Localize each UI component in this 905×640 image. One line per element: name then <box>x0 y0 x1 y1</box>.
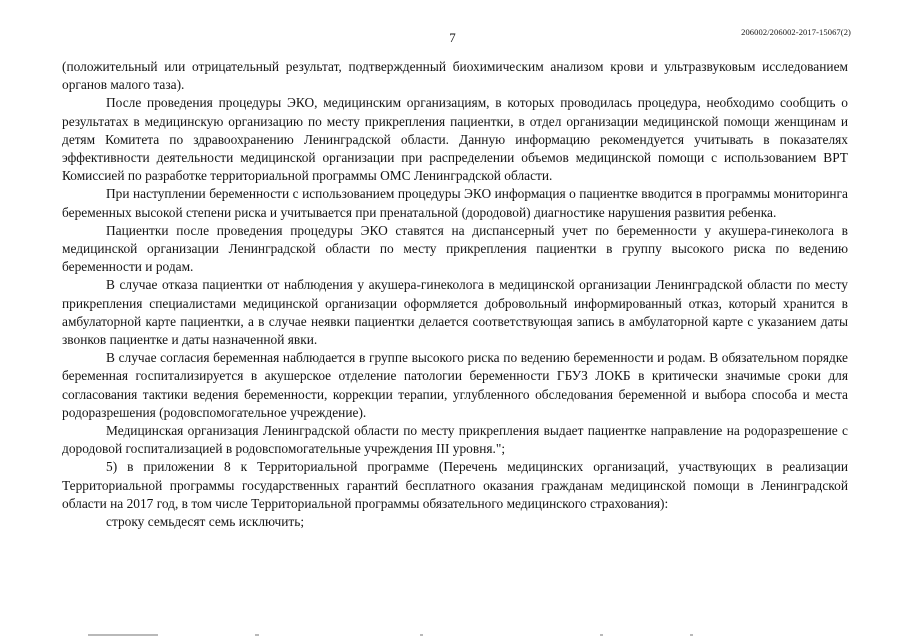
paragraph-eco-results-reporting: После проведения процедуры ЭКО, медицинским организациям, в которых проводилась процедура, необходимо сообщить о результатах в медицинскую организацию по месту прикрепления пациентки, в отдел организации медицинской помощи женщинам и детям Комитета по здравоохранению Ленинградской области. Данную информацию рекомендуется учитывать в показателях эффективности деятельности медицинской организации при распределении объемов медицинской помощи с использованием ВРТ Комиссией по разработке территориальной программы ОМС Ленинградской области. <box>62 95 848 184</box>
paragraph-appendix-8: 5) в приложении 8 к Территориальной программе (Перечень медицинских организаций, участвующих в реализации Территориальной программы государственных гарантий бесплатного оказания гражданам медицинской помощи в Ленинградской области на 2017 год, в том числе Территориальной программы обязательного медицинского страхования): <box>62 459 848 511</box>
page-number: 7 <box>449 30 456 45</box>
paragraph-refusal-case: В случае отказа пациентки от наблюдения у акушера-гинеколога в медицинской организации Ленинградской области по месту прикрепления специалистами медицинской организации оформляется добровольный информированный отказ, который хранится в амбулаторной карте пациентки, а в случае неявки пациентки делается соответствующая запись в амбулаторной карте с указанием даты звонков пациентке и даты назначенной явки. <box>62 277 848 348</box>
paragraph-consent-case: В случае согласия беременная наблюдается в группе высокого риска по ведению беременности и родам. В обязательном порядке беременная госпитализируется в акушерское отделение патологии беременности ГБУЗ ЛОКБ в критически значимые сроки для согласования тактики ведения беременности, коррекции терапии, углубленного обследования беременной и выбора способа и места родоразрешения (родовспомогательное учреждение). <box>62 350 848 420</box>
scan-edge-artifact <box>0 632 905 640</box>
document-id: 206002/206002-2017-15067(2) <box>741 27 851 37</box>
document-body <box>62 58 848 531</box>
paragraph-continuation: (положительный или отрицательный результат, подтвержденный биохимическим анализом крови и ультразвуковым исследованием органов малого таза). <box>62 59 848 93</box>
paragraph-line-77-exclusion: строку семьдесят семь исключить; <box>106 514 305 530</box>
paragraph-pregnancy-monitoring: При наступлении беременности с использованием процедуры ЭКО информация о пациентке вводится в программы мониторинга беременных высокой степени риска и учитывается при пренатальной (дородовой) диагностике нарушения развития ребенка. <box>62 186 848 220</box>
paragraph-dispensary-registration: Пациентки после проведения процедуры ЭКО ставятся на диспансерный учет по беременности у акушера-гинеколога в медицинской организации Ленинградской области по месту прикрепления пациентки в группу высокого риска по ведению беременности и родам. <box>62 222 848 275</box>
paragraph-delivery-referral: Медицинская организация Ленинградской области по месту прикрепления выдает пациентке направление на родоразрешение с дородовой госпитализацией в родовспомогательные учреждения III уровня."; <box>62 423 848 457</box>
